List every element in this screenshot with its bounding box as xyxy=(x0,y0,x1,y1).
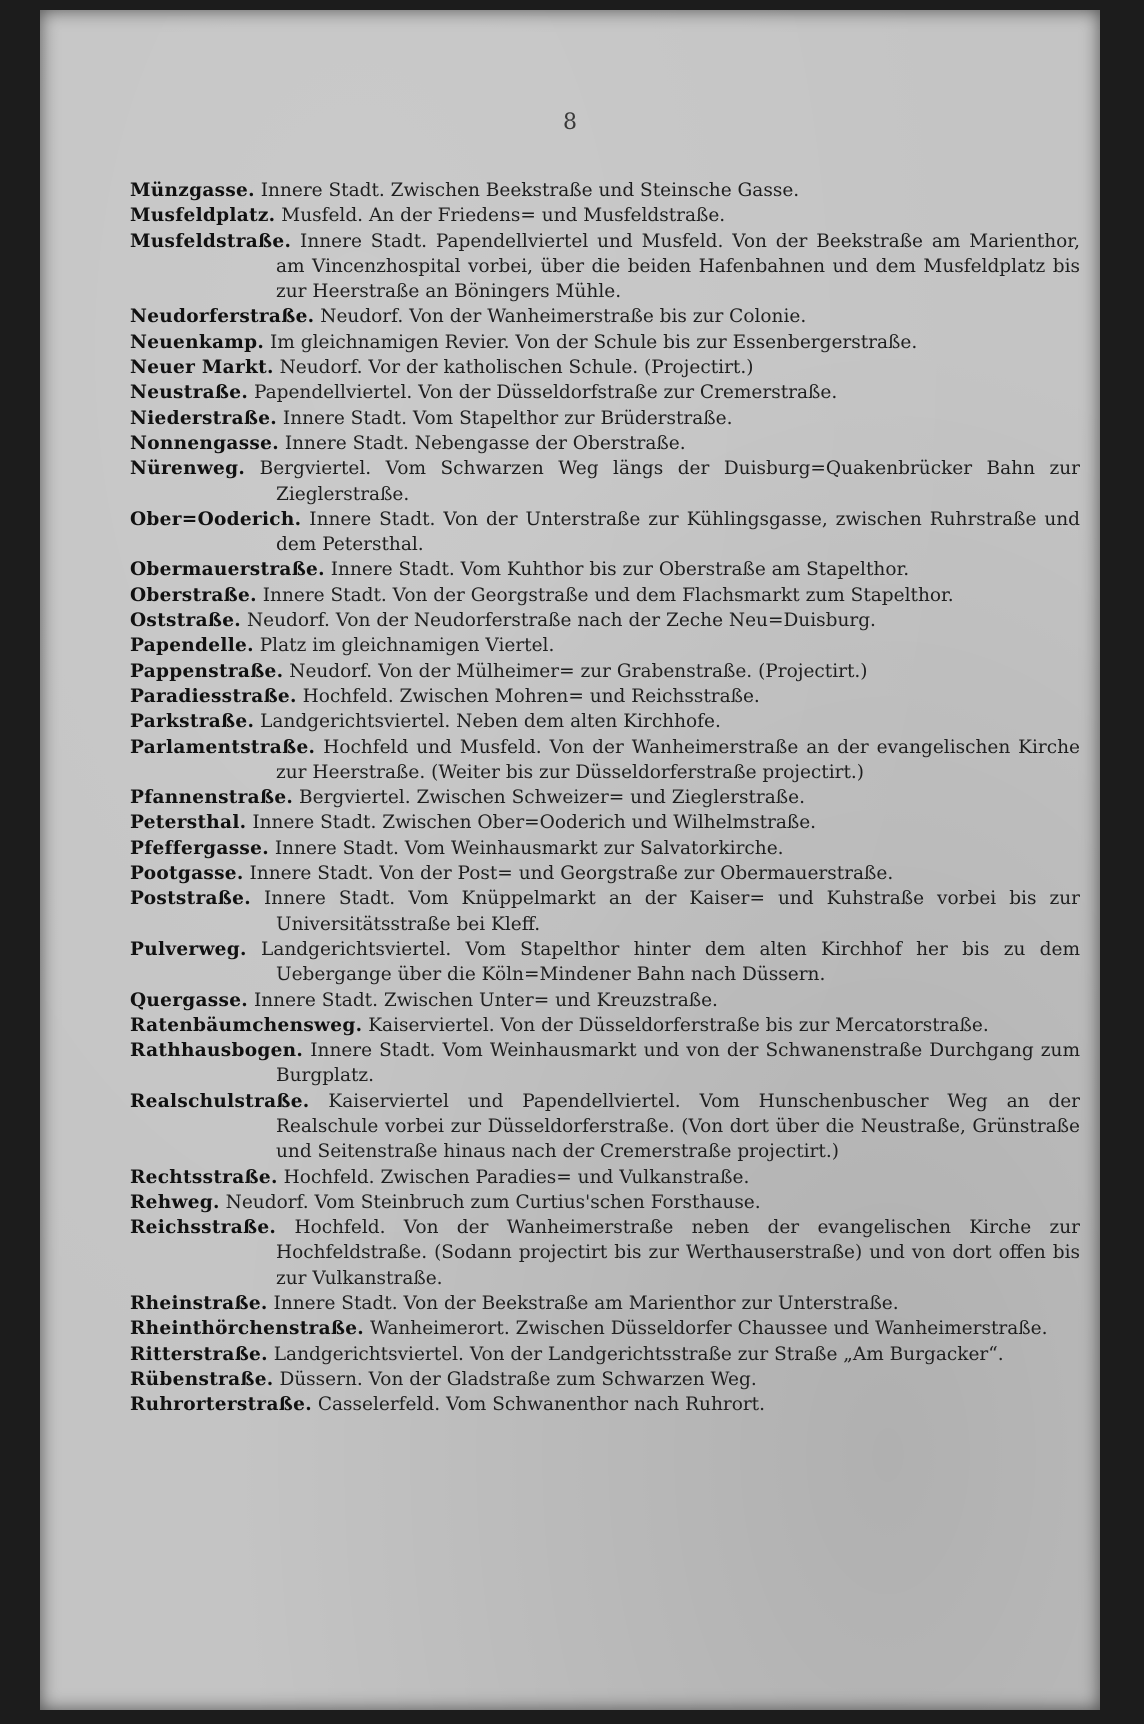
list-item xyxy=(130,583,1080,608)
entry-description: Innere Stadt. Vom Kuhthor bis zur Oberstraße am Stapelthor. xyxy=(330,559,910,581)
entry-headword: Parkstraße. xyxy=(130,711,255,733)
entry-headword: Neustraße. xyxy=(130,382,249,404)
entry-description: Landgerichtsviertel. Von der Landgerichtsstraße zur Straße „Am Burgacker“. xyxy=(273,1343,1004,1365)
entry-headword: Oststraße. xyxy=(130,610,242,632)
entry-headword: Petersthal. xyxy=(130,812,247,834)
list-item xyxy=(130,406,1080,431)
entry-headword: Rheinstraße. xyxy=(130,1293,268,1315)
entry-headword: Papendelle. xyxy=(130,635,254,657)
entry-headword: Rübenstraße. xyxy=(130,1368,274,1390)
entry-description: Innere Stadt. Zwischen Ober=Ooderich und Wilhelmstraße. xyxy=(252,812,817,834)
entry-description: Neudorf. Vom Steinbruch zum Curtius'schen Forsthause. xyxy=(225,1191,761,1213)
entry-headword: Münzgasse. xyxy=(130,180,255,201)
entry-headword: Poststraße. xyxy=(130,888,251,910)
list-item xyxy=(130,836,1080,861)
entry-headword: Pulverweg. xyxy=(130,938,247,960)
entry-description: Im gleichnamigen Revier. Von der Schule bis zur Essenbergerstraße. xyxy=(270,331,918,353)
list-item xyxy=(130,1089,1080,1165)
entry-description: Innere Stadt. Zwischen Beekstraße und Steinsche Gasse. xyxy=(260,180,800,201)
list-item xyxy=(130,1392,1080,1417)
entry-description: Innere Stadt. Vom Weinhausmarkt und von der Schwanenstraße Durchgang zum Burgplatz. xyxy=(276,1040,1080,1087)
list-item xyxy=(130,1367,1080,1392)
list-item xyxy=(130,1013,1080,1038)
list-item xyxy=(130,1038,1080,1089)
entry-headword: Rathhausbogen. xyxy=(130,1040,304,1062)
list-item xyxy=(130,810,1080,835)
list-item xyxy=(130,304,1080,329)
entry-headword: Paradiesstraße. xyxy=(130,685,297,707)
entry-description: Landgerichtsviertel. Vom Stapelthor hinter dem alten Kirchhof her bis zu dem Uebergange über die Köln=Mindener Bahn nach Düssern. xyxy=(261,938,1080,986)
entry-description: Platz im gleichnamigen Viertel. xyxy=(259,635,555,657)
list-item xyxy=(130,785,1080,810)
entry-description: Düssern. Von der Gladstraße zum Schwarzen Weg. xyxy=(279,1368,757,1390)
entry-headword: Neudorferstraße. xyxy=(130,306,315,328)
entry-description: Neudorf. Von der Neudorferstraße nach der Zeche Neu=Duisburg. xyxy=(246,610,876,632)
entry-headword: Ratenbäumchensweg. xyxy=(130,1014,363,1036)
entry-description: Neudorf. Vor der katholischen Schule. (Projectirt.) xyxy=(279,357,754,379)
entry-description: Innere Stadt. Nebengasse der Oberstraße. xyxy=(284,432,686,454)
entry-description: Innere Stadt. Papendellviertel und Musfeld. Von der Beekstraße am Marienthor, am Vincenzhospital vorbei, über die beiden Hafenbahnen und dem Musfeldplatz bis zur Heerstraße an Böningers Mühle. xyxy=(276,230,1080,303)
list-item xyxy=(130,557,1080,582)
list-item xyxy=(130,861,1080,886)
list-item xyxy=(130,330,1080,355)
entry-description: Hochfeld und Musfeld. Von der Wanheimerstraße an der evangelischen Kirche zur Heerstraße. (Weiter bis zur Düsseldorferstraße projectirt.) xyxy=(276,736,1080,783)
entry-description: Hochfeld. Zwischen Paradies= und Vulkanstraße. xyxy=(283,1166,750,1188)
entry-headword: Realschulstraße. xyxy=(130,1090,310,1112)
page-number: 8 xyxy=(563,110,577,135)
entry-headword: Oberstraße. xyxy=(130,584,257,606)
entry-headword: Neuenkamp. xyxy=(130,331,265,353)
list-item xyxy=(130,608,1080,633)
entry-description: Bergviertel. Vom Schwarzen Weg längs der Duisburg=Quakenbrücker Bahn zur Zieglerstraße. xyxy=(259,458,1081,505)
list-item xyxy=(130,1165,1080,1190)
list-item xyxy=(130,1316,1080,1341)
entry-description: Innere Stadt. Von der Unterstraße zur Kühlingsgasse, zwischen Ruhrstraße und dem Petersthal. xyxy=(276,508,1080,556)
entry-description: Casselerfeld. Vom Schwanenthor nach Ruhrort. xyxy=(317,1394,765,1416)
list-item xyxy=(130,886,1080,937)
list-item xyxy=(130,633,1080,658)
entry-headword: Pootgasse. xyxy=(130,863,244,885)
list-item xyxy=(130,355,1080,380)
list-item xyxy=(130,203,1080,228)
list-item xyxy=(130,684,1080,709)
list-item xyxy=(130,1215,1080,1291)
entry-headword: Pfeffergasse. xyxy=(130,837,269,859)
list-item xyxy=(130,988,1080,1013)
list-item xyxy=(130,1190,1080,1215)
list-item xyxy=(130,380,1080,405)
entry-headword: Ritterstraße. xyxy=(130,1343,268,1365)
entry-headword: Neuer Markt. xyxy=(130,357,274,379)
entry-description: Innere Stadt. Von der Post= und Georgstraße zur Obermauerstraße. xyxy=(249,863,894,885)
list-item xyxy=(130,1342,1080,1367)
document-page xyxy=(40,10,1100,1710)
entry-description: Wanheimerort. Zwischen Düsseldorfer Chaussee und Wanheimerstraße. xyxy=(369,1318,1048,1340)
entry-headword: Musfeldstraße. xyxy=(130,230,292,252)
street-directory xyxy=(130,178,1080,1418)
list-item xyxy=(130,709,1080,734)
entry-headword: Reichsstraße. xyxy=(130,1217,277,1239)
list-item xyxy=(130,735,1080,786)
list-item xyxy=(130,659,1080,684)
entry-description: Bergviertel. Zwischen Schweizer= und Zieglerstraße. xyxy=(299,787,805,809)
entry-description: Innere Stadt. Von der Beekstraße am Marienthor zur Unterstraße. xyxy=(273,1293,899,1315)
entry-headword: Obermauerstraße. xyxy=(130,559,325,581)
entry-description: Innere Stadt. Zwischen Unter= und Kreuzstraße. xyxy=(253,989,718,1011)
entry-headword: Quergasse. xyxy=(130,989,249,1011)
entry-headword: Ruhrorterstraße. xyxy=(130,1394,312,1416)
entry-headword: Ober=Ooderich. xyxy=(130,508,302,530)
list-item xyxy=(130,431,1080,456)
entry-description: Innere Stadt. Vom Stapelthor zur Brüderstraße. xyxy=(282,407,733,429)
entry-description: Innere Stadt. Von der Georgstraße und dem Flachsmarkt zum Stapelthor. xyxy=(262,584,954,606)
entry-description: Kaiserviertel. Von der Düsseldorferstraße bis zur Mercatorstraße. xyxy=(368,1014,989,1036)
entry-description: Hochfeld. Von der Wanheimerstraße neben der evangelischen Kirche zur Hochfeldstraße. (Sodann projectirt bis zur Werthauserstraße) und von dort offen bis zur Vulkanstraße. xyxy=(276,1217,1080,1289)
entry-headword: Pfannenstraße. xyxy=(130,787,294,809)
entry-headword: Niederstraße. xyxy=(130,407,278,429)
entry-headword: Rechtsstraße. xyxy=(130,1166,278,1188)
entry-description: Neudorf. Von der Mülheimer= zur Grabenstraße. (Projectirt.) xyxy=(289,660,868,682)
list-item xyxy=(130,456,1080,507)
entry-headword: Parlamentstraße. xyxy=(130,736,316,758)
entry-headword: Pappenstraße. xyxy=(130,660,284,682)
list-item xyxy=(130,229,1080,305)
entry-description: Neudorf. Von der Wanheimerstraße bis zur Colonie. xyxy=(320,306,807,328)
entry-description: Papendellviertel. Von der Düsseldorfstraße zur Cremerstraße. xyxy=(253,382,838,404)
list-item xyxy=(130,507,1080,558)
entry-description: Innere Stadt. Vom Knüppelmarkt an der Kaiser= und Kuhstraße vorbei bis zur Universitätsstraße bei Kleff. xyxy=(264,888,1080,935)
entry-description: Musfeld. An der Friedens= und Musfeldstraße. xyxy=(281,205,726,227)
list-item xyxy=(130,937,1080,988)
entry-headword: Nonnengasse. xyxy=(130,432,279,454)
entry-headword: Rehweg. xyxy=(130,1191,220,1213)
entry-description: Landgerichtsviertel. Neben dem alten Kirchhofe. xyxy=(260,711,721,733)
list-item xyxy=(130,178,1080,203)
entry-description: Kaiserviertel und Papendellviertel. Vom Hunschenbuscher Weg an der Realschule vorbei zur Düsseldorferstraße. (Von dort über die Neustraße, Grünstraße und Seitenstraße hinaus nach der Cremerstraße projectirt.) xyxy=(276,1090,1080,1163)
entry-headword: Nürenweg. xyxy=(130,458,246,480)
entry-headword: Rheinthörchenstraße. xyxy=(130,1318,365,1340)
list-item xyxy=(130,1291,1080,1316)
entry-description: Innere Stadt. Vom Weinhausmarkt zur Salvatorkirche. xyxy=(274,837,784,859)
entry-description: Hochfeld. Zwischen Mohren= und Reichsstraße. xyxy=(302,685,760,707)
entry-headword: Musfeldplatz. xyxy=(130,205,276,227)
